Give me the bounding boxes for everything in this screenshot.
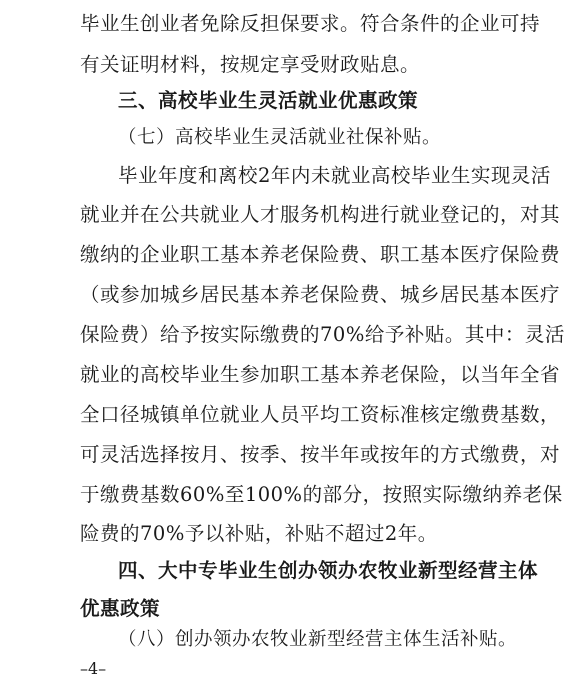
- body-text-line: 有关证明材料，按规定享受财政贴息。: [80, 53, 421, 76]
- body-text-line: （或参加城乡居民基本养老保险费、城乡居民基本医疗: [80, 283, 561, 306]
- body-text-line: 就业的高校毕业生参加职工基本养老保险，以当年全省: [80, 363, 561, 386]
- subsection-heading: （八）创办领办农牧业新型经营主体生活补贴。: [118, 629, 518, 650]
- body-text-line: 全口径城镇单位就业人员平均工资标准核定缴费基数，: [80, 403, 561, 426]
- body-text-line: 可灵活选择按月、按季、按半年或按年的方式缴费，对: [80, 443, 561, 466]
- body-text-line: 毕业年度和离校2年内未就业高校毕业生实现灵活: [118, 164, 551, 187]
- body-text-line: 于缴费基数60%至100%的部分，按照实际缴纳养老保: [80, 483, 563, 506]
- body-text-line: 毕业生创业者免除反担保要求。符合条件的企业可持: [80, 12, 541, 35]
- page-number: –4–: [80, 659, 107, 678]
- section-heading-continued: 优惠政策: [80, 597, 161, 620]
- section-heading: 三、高校毕业生灵活就业优惠政策: [118, 89, 419, 112]
- body-text-line: 就业并在公共就业人才服务机构进行就业登记的，对其: [80, 203, 561, 226]
- body-text-line: 缴纳的企业职工基本养老保险费、职工基本医疗保险费: [80, 243, 561, 266]
- section-heading: 四、大中专毕业生创办领办农牧业新型经营主体: [118, 559, 539, 582]
- subsection-heading: （七）高校毕业生灵活就业社保补贴。: [118, 127, 442, 148]
- body-text-line: 险费的70%予以补贴，补贴不超过2年。: [80, 522, 438, 545]
- body-text-line: 保险费）给予按实际缴费的70%给予补贴。其中：灵活: [80, 323, 565, 346]
